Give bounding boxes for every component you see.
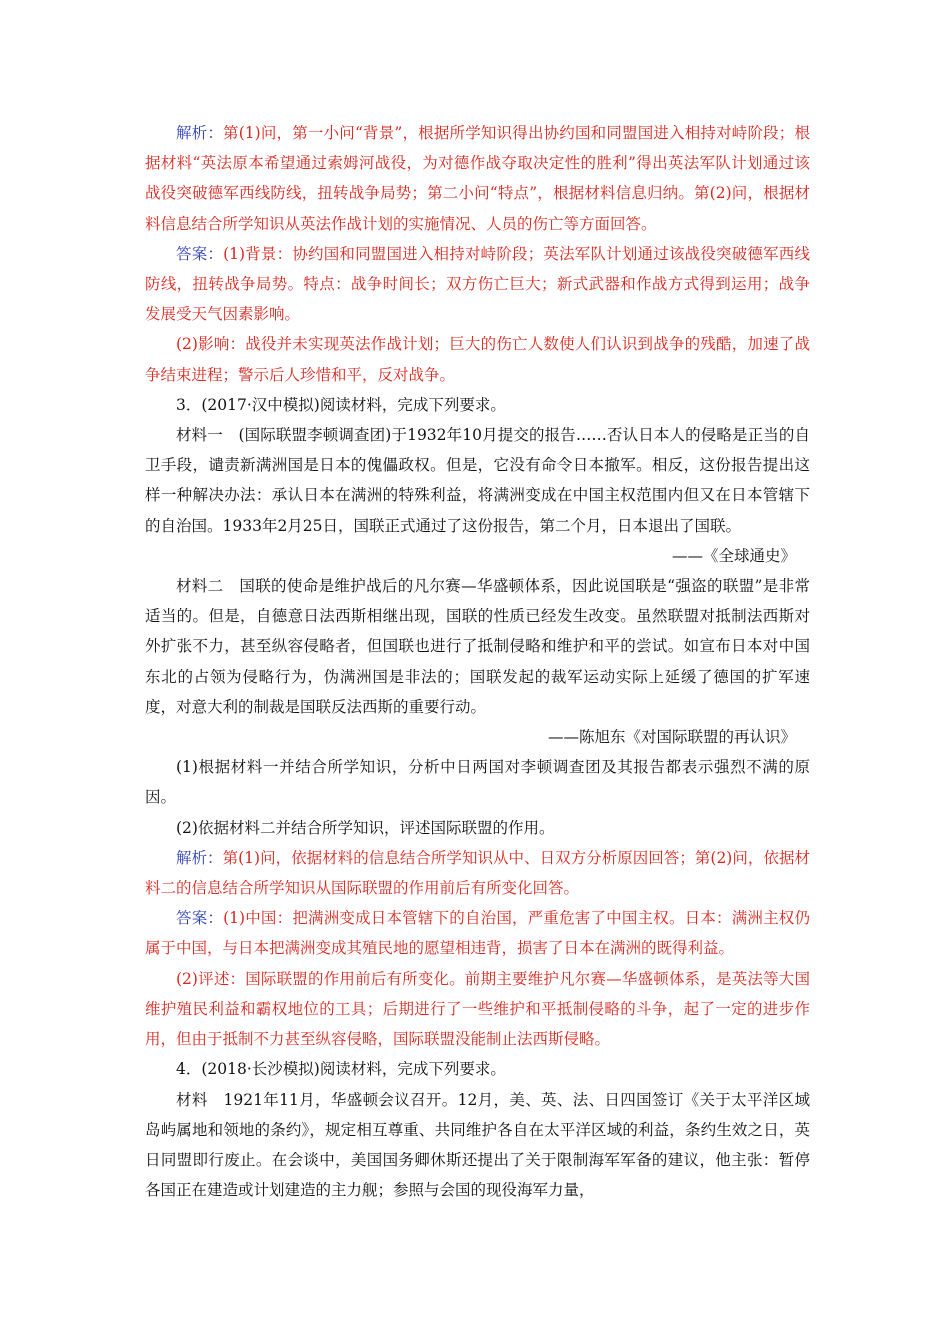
- analysis-label: 解析：: [176, 124, 224, 142]
- q3-source1: ——《全球通史》: [671, 546, 796, 565]
- answer-label: 答案：: [176, 909, 224, 928]
- document-page: [145, 118, 810, 1205]
- q3-source2: ——陈旭东《对国际联盟的再认识》: [547, 728, 796, 747]
- q3-header: 3．(2017·汉中模拟)阅读材料，完成下列要求。: [176, 395, 506, 414]
- q3-answer-part2: (2)评述：国际联盟的作用前后有所变化。前期主要维护凡尔赛—华盛顿体系，是英法等大国维护殖民利益和霸权地位的工具；后期进行了一些维护和平抵制侵略的斗争，起了一定的进步作用，但由于抵制不力甚至纵容侵略，国际联盟没能制止法西斯侵略。: [145, 969, 810, 1049]
- q4-header: 4．(2018·长沙模拟)阅读材料，完成下列要求。: [176, 1060, 506, 1079]
- analysis-text: 第(1)问，第一小问“背景”，根据所学知识得出协约国和同盟国进入相持对峙阶段；根据材料“英法原本希望通过索姆河战役，为对德作战夺取决定性的胜利”得出英法军队计划通过该战役突破德军西线防线，扭转战争局势；第二小问“特点”，根据材料信息归纳。第(2)问，根据材料信息结合所学知识从英法作战计划的实施情况、人员的伤亡等方面回答。: [145, 124, 810, 233]
- analysis-label: 解析：: [176, 848, 223, 867]
- q3-material2: 材料二 国联的使命是维护战后的凡尔赛—华盛顿体系，因此说国联是“强盗的联盟”是非常适当的。但是，自德意日法西斯相继出现，国联的性质已经发生改变。虽然联盟对抵制法西斯对外扩张不力，甚至纵容侵略者，但国联也进行了抵制侵略和维护和平的尝试。如宣布日本对中国东北的占领为侵略行为，伪满洲国是非法的；国联发起的裁军运动实际上延缓了德国的扩军速度，对意大利的制裁是国联反法西斯的重要行动。: [145, 577, 810, 716]
- q3-analysis: [145, 843, 810, 903]
- answer-label: 答案：: [176, 244, 224, 263]
- q3-material1: 材料一 (国际联盟李顿调查团)于1932年10月提交的报告……否认日本人的侵略是正当的自卫手段，谴责新满洲国是日本的傀儡政权。但是，它没有命令日本撤军。相反，这份报告提出这样一种解决办法：承认日本在满洲的特殊利益，将满洲变成在中国主权范围内但又在日本管辖下的自治国。1933年2月25日，国联正式通过了这份报告，第二个月，日本退出了国联。: [145, 426, 810, 535]
- analysis-text: 第(1)问，依据材料的信息结合所学知识从中、日双方分析原因回答；第(2)问，依据材料二的信息结合所学知识从国际联盟的作用前后有所变化回答。: [145, 848, 810, 898]
- q3-question1: (1)根据材料一并结合所学知识，分析中日两国对李顿调查团及其报告都表示强烈不满的原因。: [145, 758, 810, 807]
- answer-text: (1)中国：把满洲变成日本管辖下的自治国，严重危害了中国主权。日本：满洲主权仍属于中国，与日本把满洲变成其殖民地的愿望相违背，损害了日本在满洲的既得利益。: [145, 909, 810, 958]
- q2-answer: [145, 239, 810, 330]
- q2-analysis: [145, 118, 810, 239]
- answer-text: (1)背景：协约国和同盟国进入相持对峙阶段；英法军队计划通过该战役突破德军西线防线，扭转战争局势。特点：战争时间长；双方伤亡巨大；新式武器和作战方式得到运用；战争发展受天气因素影响。: [145, 244, 810, 324]
- q4-material: 材料 1921年11月，华盛顿会议召开。12月，美、英、法、日四国签订《关于太平洋区域岛屿属地和领地的条约》，规定相互尊重、共同维护各自在太平洋区域的利益，条约生效之日，英日同盟即行废止。在会谈中，美国国务卿休斯还提出了关于限制海军军备的建议，他主张：暂停各国正在建造或计划建造的主力舰；参照与会国的现役海军力量，: [145, 1090, 810, 1200]
- q3-question2: (2)依据材料二并结合所学知识，评述国际联盟的作用。: [176, 818, 555, 837]
- q2-answer-part2: (2)影响：战役并未实现英法作战计划；巨大的伤亡人数使人们认识到战争的残酷，加速了战争结束进程；警示后人珍惜和平，反对战争。: [145, 335, 810, 384]
- q3-answer: [145, 903, 810, 963]
